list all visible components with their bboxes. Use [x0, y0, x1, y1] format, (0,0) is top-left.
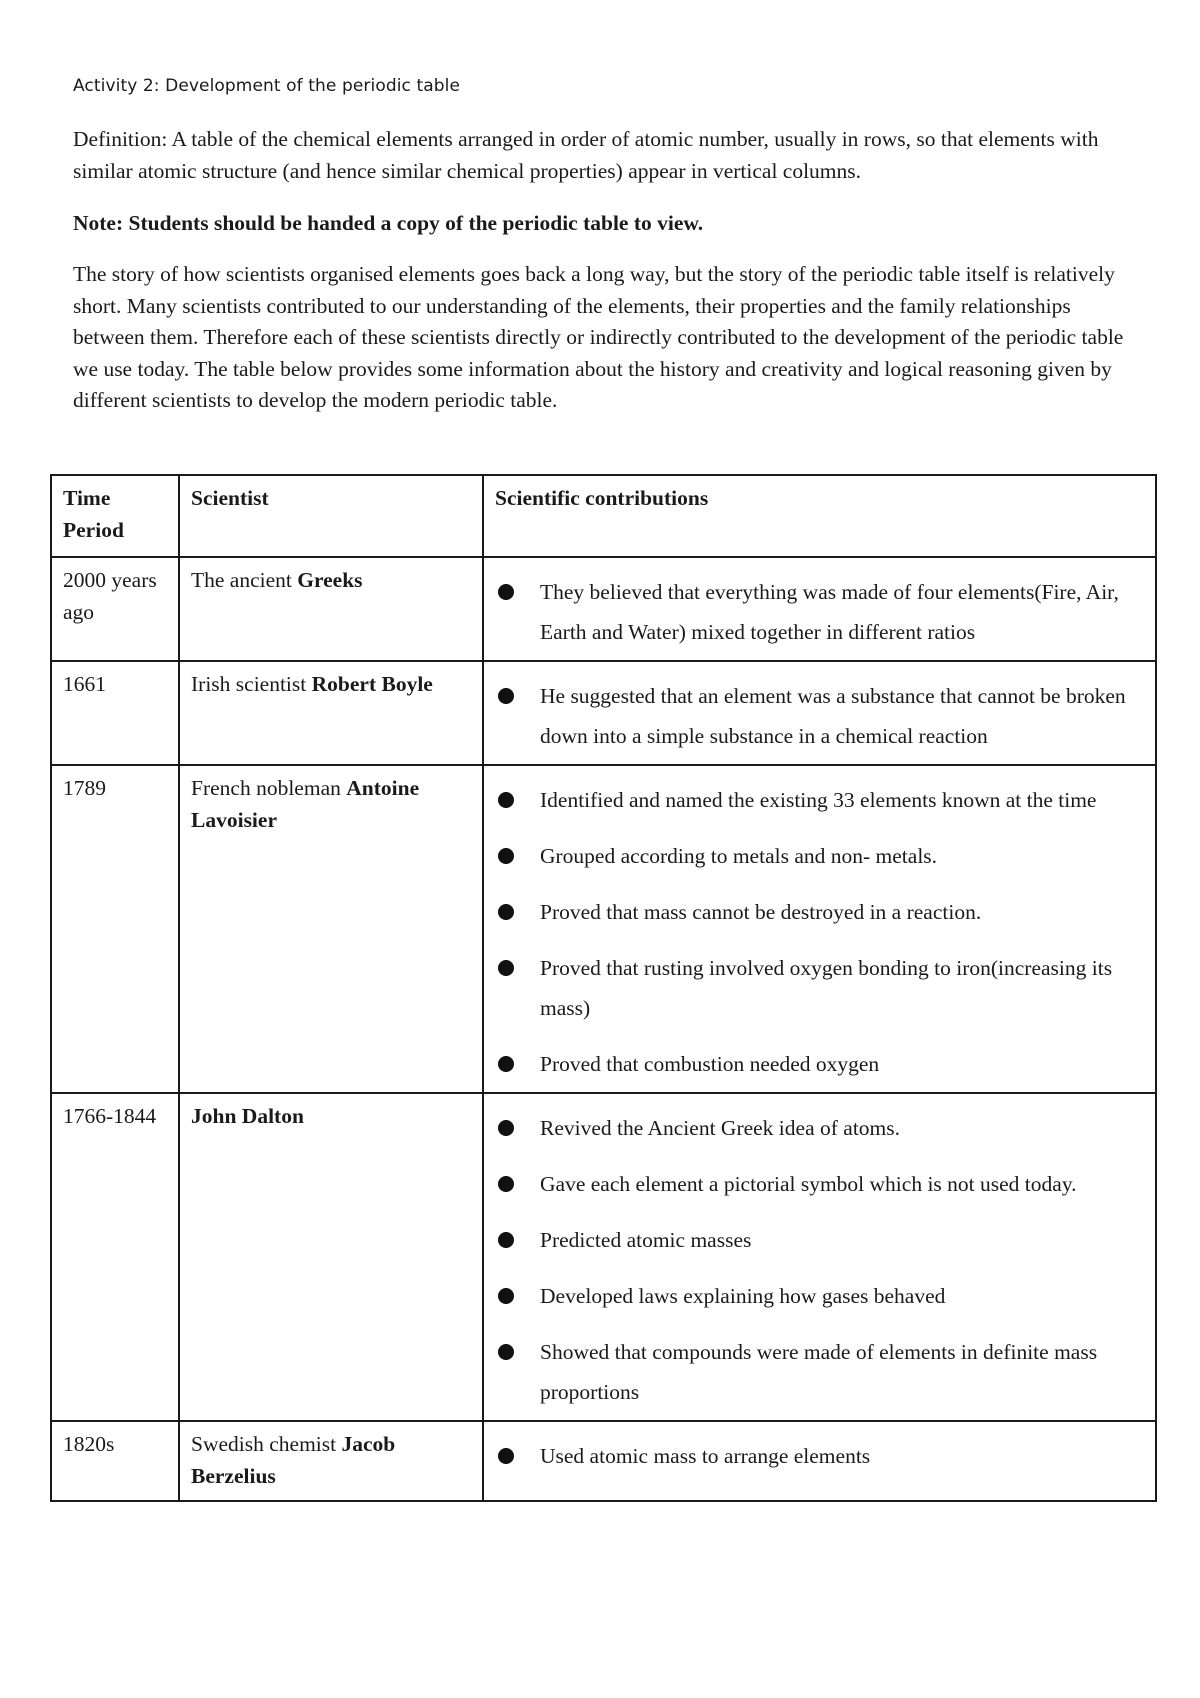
contribution-text: Developed laws explaining how gases behaved [540, 1284, 946, 1308]
bullet-icon [498, 1056, 514, 1072]
bullet-icon [498, 688, 514, 704]
contribution-list [495, 1100, 1144, 1412]
contribution-text: Grouped according to metals and non- metals. [540, 844, 938, 868]
cell-scientist [179, 765, 483, 1093]
bullet-icon [498, 1448, 514, 1464]
list-item [495, 1108, 1144, 1148]
bullet-icon [498, 960, 514, 976]
table-row [51, 1093, 1156, 1421]
scientist-name: Jacob Berzelius [191, 1432, 396, 1488]
scientist-descriptor: French nobleman [191, 776, 347, 800]
bullet-icon [498, 1288, 514, 1304]
list-item [495, 676, 1144, 756]
bullet-icon [498, 904, 514, 920]
list-item [495, 1044, 1144, 1084]
contribution-text: Proved that mass cannot be destroyed in a reaction. [540, 900, 982, 924]
list-item [495, 1436, 1144, 1476]
header-scientist: Scientist [179, 475, 483, 557]
scientist-name: Antoine Lavoisier [191, 776, 420, 832]
bullet-icon [498, 1344, 514, 1360]
contribution-list [495, 668, 1144, 756]
bullet-icon [498, 1232, 514, 1248]
cell-contributions [483, 1093, 1156, 1421]
bullet-icon [498, 584, 514, 600]
list-item [495, 1276, 1144, 1316]
scientist-descriptor: The ancient [191, 568, 298, 592]
cell-time-period: 1766-1844 [51, 1093, 179, 1421]
cell-scientist [179, 557, 483, 661]
teacher-note: Note: Students should be handed a copy of the periodic table to view. [73, 211, 704, 235]
list-item [495, 836, 1144, 876]
list-item [495, 948, 1144, 1028]
cell-contributions [483, 557, 1156, 661]
bullet-icon [498, 848, 514, 864]
contribution-list [495, 564, 1144, 652]
bullet-icon [498, 1176, 514, 1192]
contribution-text: Identified and named the existing 33 elements known at the time [540, 788, 1097, 812]
list-item [495, 780, 1144, 820]
list-item [495, 572, 1144, 652]
cell-contributions [483, 661, 1156, 765]
cell-contributions [483, 1421, 1156, 1501]
scientist-name: John Dalton [191, 1104, 304, 1128]
header-contributions: Scientific contributions [483, 475, 1156, 557]
cell-time-period: 1661 [51, 661, 179, 765]
table-header-row [51, 475, 1156, 557]
header-time-period: Time Period [51, 475, 179, 557]
cell-time-period: 1820s [51, 1421, 179, 1501]
list-item [495, 1164, 1144, 1204]
table-row [51, 557, 1156, 661]
bullet-icon [498, 1120, 514, 1136]
cell-scientist [179, 1093, 483, 1421]
contribution-text: Used atomic mass to arrange elements [540, 1444, 871, 1468]
list-item [495, 892, 1144, 932]
bullet-icon [498, 792, 514, 808]
scientist-name: Greeks [297, 568, 363, 592]
definition-paragraph: Definition: A table of the chemical elements arranged in order of atomic number, usually in rows, so that elements with similar atomic structure (and hence similar chemical properties) appear in vertical columns. [73, 127, 1099, 183]
list-item [495, 1332, 1144, 1412]
table-row [51, 661, 1156, 765]
contribution-text: He suggested that an element was a substance that cannot be broken down into a simple substance in a chemical reaction [540, 684, 1126, 748]
scientist-descriptor: Swedish chemist [191, 1432, 342, 1456]
cell-time-period: 2000 years ago [51, 557, 179, 661]
scientist-name: Robert Boyle [311, 672, 433, 696]
contribution-text: Showed that compounds were made of elements in definite mass proportions [540, 1340, 1098, 1404]
list-item [495, 1220, 1144, 1260]
cell-time-period: 1789 [51, 765, 179, 1093]
contribution-list [495, 772, 1144, 1084]
cell-scientist [179, 661, 483, 765]
contribution-text: Revived the Ancient Greek idea of atoms. [540, 1116, 901, 1140]
contribution-text: Proved that combustion needed oxygen [540, 1052, 880, 1076]
table-row [51, 765, 1156, 1093]
cell-scientist [179, 1421, 483, 1501]
table-row [51, 1421, 1156, 1501]
scientist-descriptor: Irish scientist [191, 672, 312, 696]
contribution-text: They believed that everything was made of four elements(Fire, Air, Earth and Water) mixed together in different ratios [540, 580, 1119, 644]
contribution-text: Proved that rusting involved oxygen bonding to iron(increasing its mass) [540, 956, 1113, 1020]
scientists-table [50, 474, 1157, 1502]
contribution-text: Predicted atomic masses [540, 1228, 752, 1252]
contribution-text: Gave each element a pictorial symbol which is not used today. [540, 1172, 1077, 1196]
activity-heading: Activity 2: Development of the periodic table [73, 76, 461, 96]
intro-paragraph: The story of how scientists organised elements goes back a long way, but the story of the periodic table itself is relatively short. Many scientists contributed to our understanding of the elements, their properties and the family relationships between them. Therefore each of these scientists directly or indirectly contributed to the development of the periodic table we use today. The table below provides some information about the history and creativity and logical reasoning given by different scientists to develop the modern periodic table. [73, 262, 1124, 412]
cell-contributions [483, 765, 1156, 1093]
contribution-list [495, 1428, 1144, 1476]
